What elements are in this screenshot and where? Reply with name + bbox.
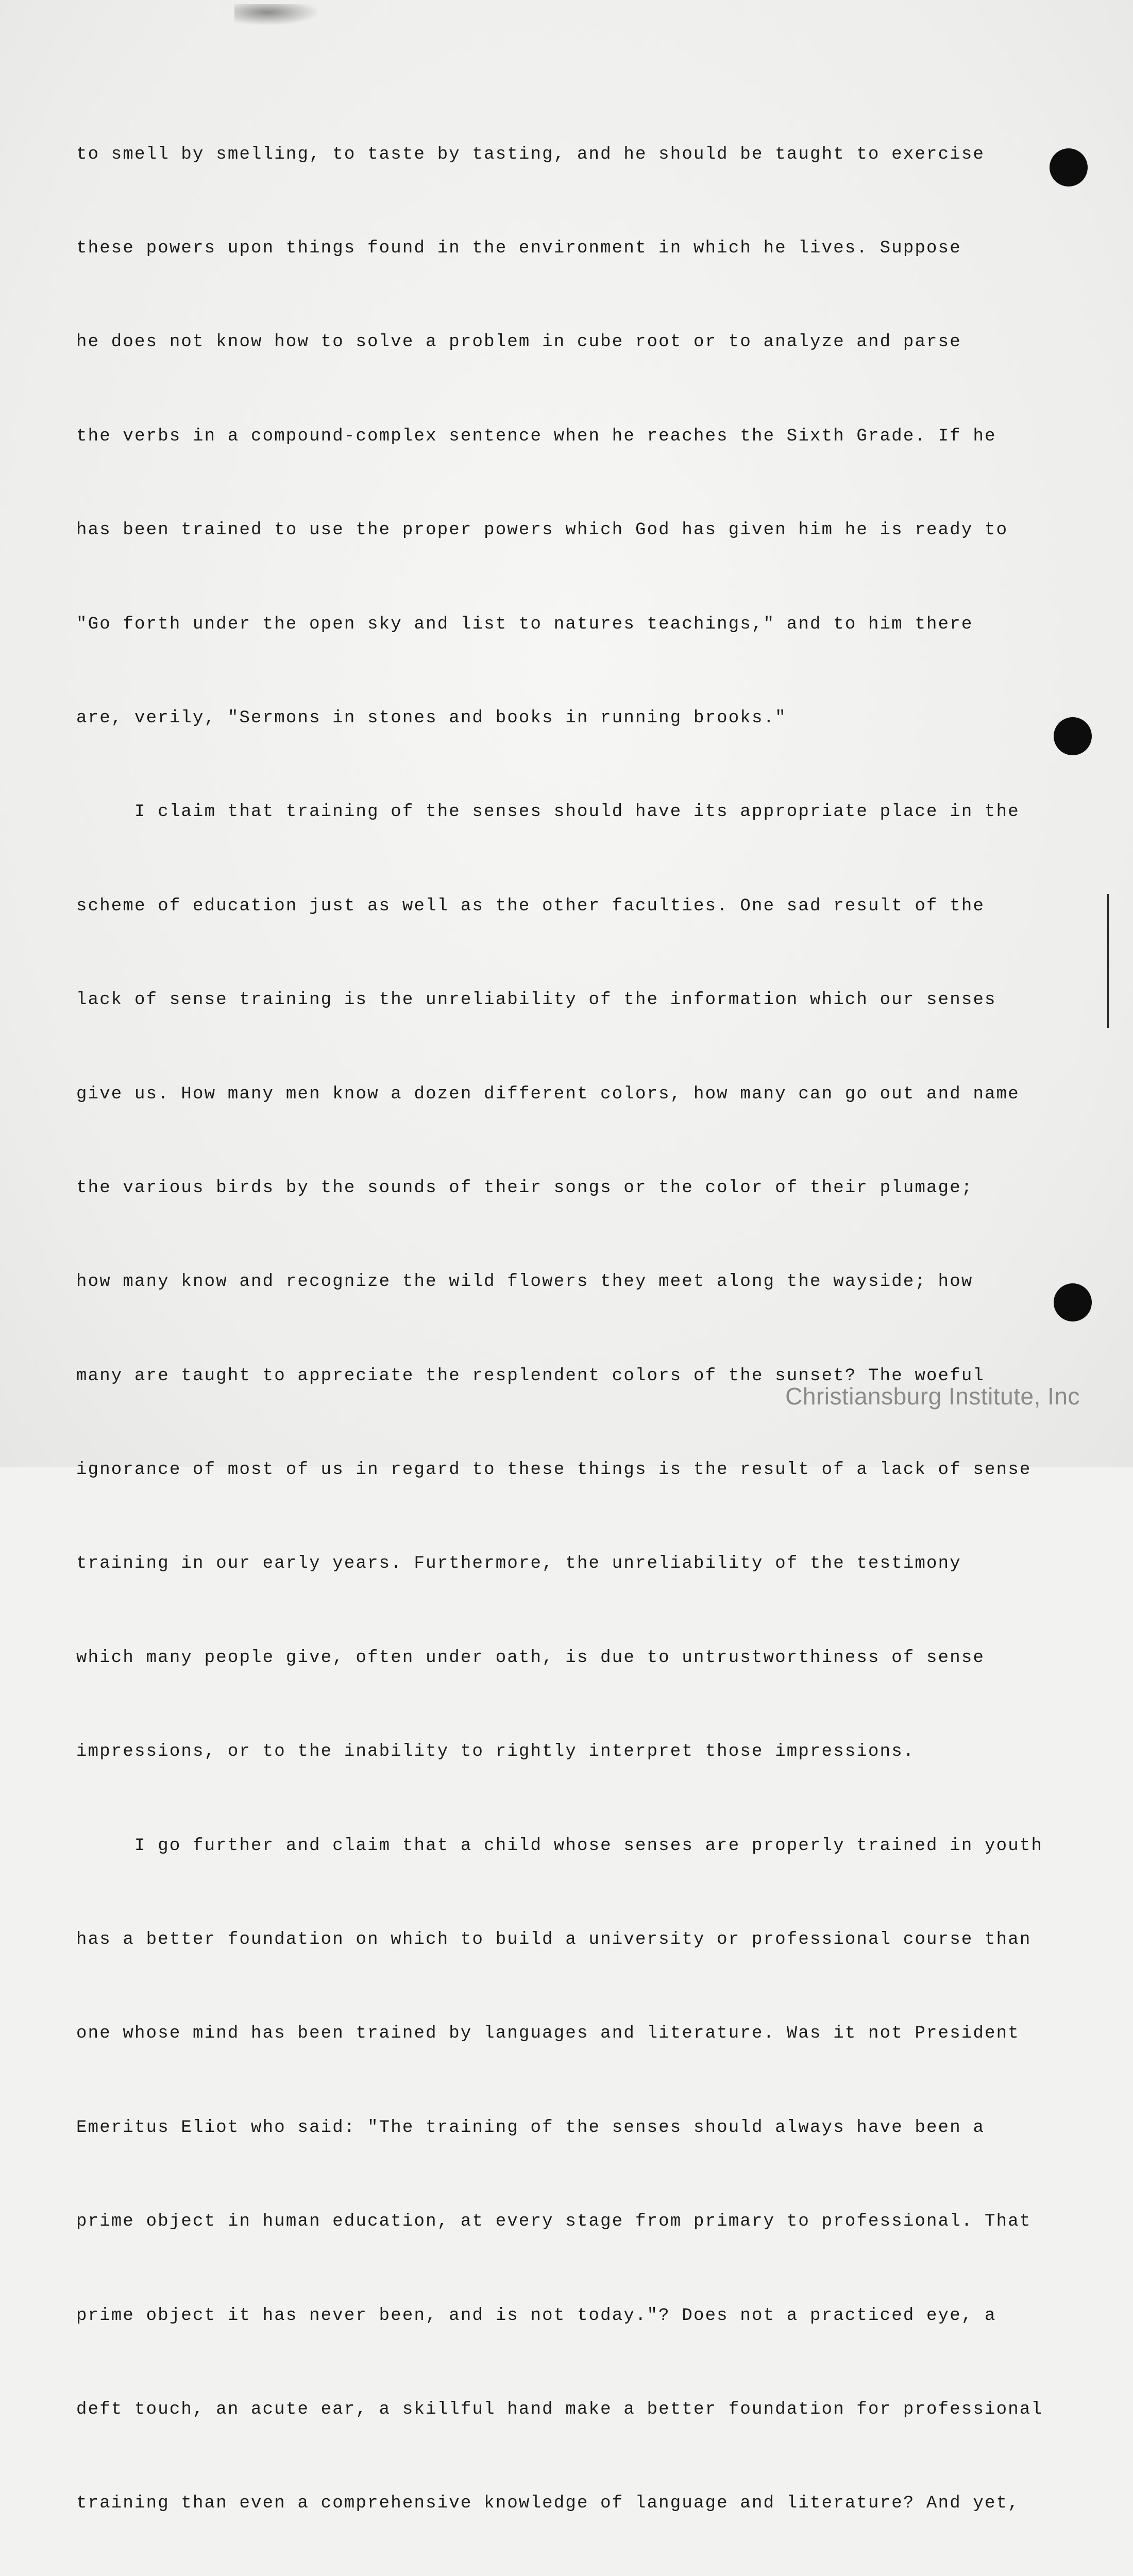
text-line: he does not know how to solve a problem in cube root or to analyze and parse — [76, 332, 961, 352]
text-line: these powers upon things found in the environment in which he lives. Suppose — [76, 238, 961, 258]
watermark: Christiansburg Institute, Inc — [785, 1383, 1080, 1410]
text-line: has been trained to use the proper powers which God has given him he is ready to — [76, 520, 1008, 540]
text-line: lack of sense training is the unreliability of the information which our senses — [76, 990, 996, 1010]
typewritten-text — [76, 76, 1112, 2576]
text-line: to smell by smelling, to taste by tasting, and he should be taught to exercise — [76, 144, 985, 164]
text-line: deft touch, an acute ear, a skillful hand make a better foundation for professional — [76, 2399, 1043, 2419]
text-line: scheme of education just as well as the other faculties. One sad result of the — [76, 896, 985, 916]
text-line: the verbs in a compound-complex sentence when he reaches the Sixth Grade. If he — [76, 426, 996, 446]
text-line: training than even a comprehensive knowledge of language and literature? And yet, — [76, 2494, 1020, 2514]
text-line: prime object it has never been, and is not today."? Does not a practiced eye, a — [76, 2306, 996, 2326]
text-line: has a better foundation on which to build a university or professional course than — [76, 1930, 1031, 1950]
ink-smudge — [234, 4, 317, 25]
text-line: which many people give, often under oath, is due to untrustworthiness of sense — [76, 1648, 985, 1668]
text-line: I claim that training of the senses should have its appropriate place in the — [76, 802, 1020, 822]
text-line: many are taught to appreciate the resplendent colors of the sunset? The woeful — [76, 1366, 985, 1386]
text-line: give us. How many men know a dozen different colors, how many can go out and name — [76, 1084, 1020, 1104]
text-line: ignorance of most of us in regard to these things is the result of a lack of sense — [76, 1460, 1031, 1480]
text-line: I go further and claim that a child whose senses are properly trained in youth — [76, 1836, 1043, 1856]
text-line: are, verily, "Sermons in stones and books in running brooks." — [76, 708, 787, 728]
text-line: how many know and recognize the wild flowers they meet along the wayside; how — [76, 1272, 973, 1292]
text-line: training in our early years. Furthermore, the unreliability of the testimony — [76, 1554, 961, 1574]
text-line: one whose mind has been trained by languages and literature. Was it not President — [76, 2024, 1020, 2044]
text-line: "Go forth under the open sky and list to natures teachings," and to him there — [76, 614, 973, 634]
text-line: impressions, or to the inability to rightly interpret those impressions. — [76, 1742, 915, 1762]
text-line: Emeritus Eliot who said: "The training of the senses should always have been a — [76, 2117, 985, 2138]
text-line: the various birds by the sounds of their songs or the color of their plumage; — [76, 1178, 973, 1198]
text-line: prime object in human education, at every stage from primary to professional. That — [76, 2212, 1031, 2232]
